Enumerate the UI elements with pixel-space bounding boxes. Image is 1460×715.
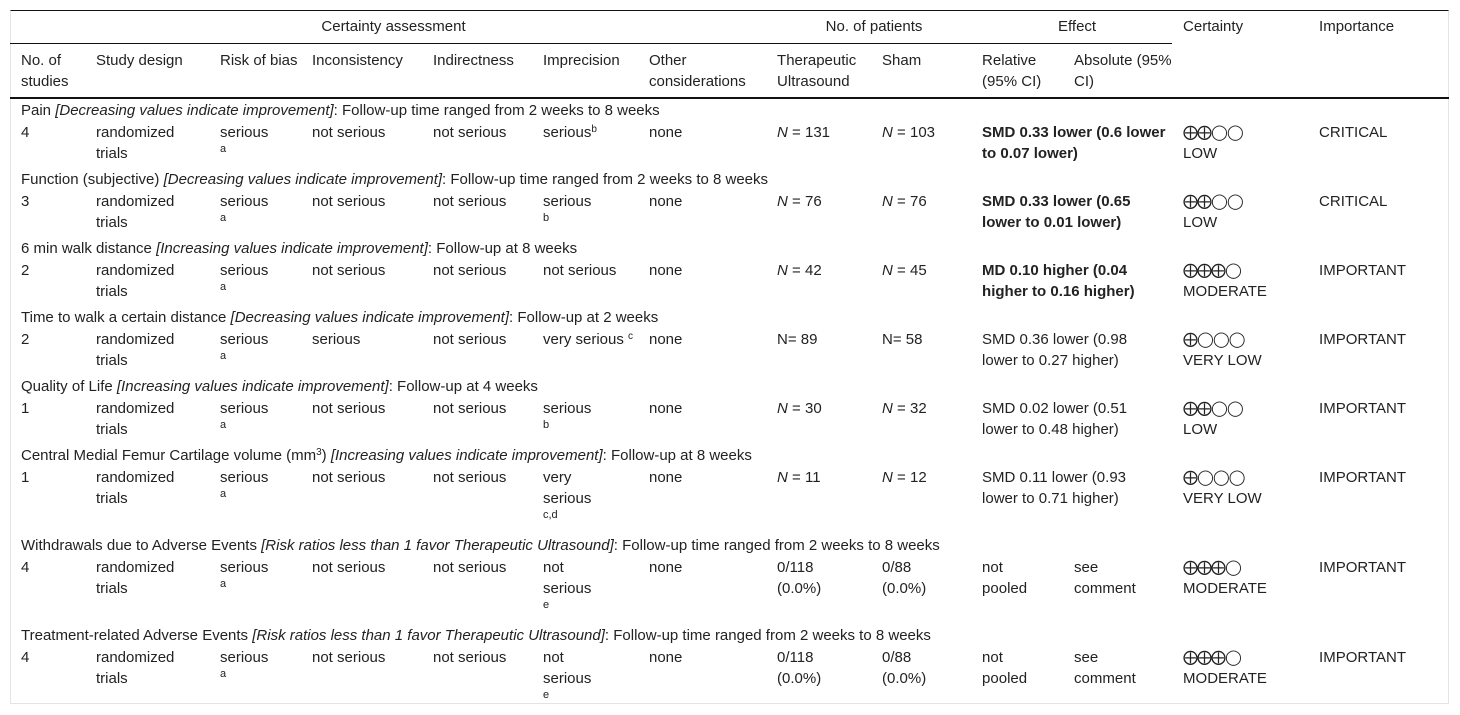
- imprecision: serious b: [543, 400, 592, 431]
- other-considerations: none: [649, 262, 683, 279]
- certainty-rating: ⨁⨁◯◯ LOW: [1183, 192, 1243, 231]
- certainty-rating: ⨁⨁⨁◯ MODERATE: [1183, 648, 1267, 687]
- other-considerations: none: [649, 331, 683, 348]
- importance-header: Importance: [1308, 10, 1449, 98]
- risk-of-bias: serious a: [220, 124, 269, 155]
- indirectness: not serious: [433, 262, 507, 279]
- risk-of-bias: serious a: [220, 193, 269, 224]
- outcome-title: Withdrawals due to Adverse Events: [21, 537, 257, 554]
- certainty-rating: ⨁⨁⨁◯ MODERATE: [1183, 558, 1267, 597]
- effect-estimate: SMD 0.11 lower (0.93 lower to 0.71 higher): [982, 469, 1126, 507]
- outcome-note: [Increasing values indicate improvement]: [116, 378, 389, 395]
- imprecision: very serious c,d: [543, 469, 592, 521]
- outcome-title-row: [10, 624, 1449, 647]
- outcome-title: Pain: [21, 102, 52, 119]
- therapeutic-ultrasound-count: N = 76: [777, 193, 822, 210]
- outcome-note: [Decreasing values indicate improvement]: [163, 171, 443, 188]
- other-considerations: none: [649, 400, 683, 417]
- risk-of-bias: serious a: [220, 400, 269, 431]
- indirectness: not serious: [433, 400, 507, 417]
- outcome-title-row: [10, 98, 1449, 122]
- indirectness-header: Indirectness: [422, 44, 532, 99]
- outcome-title: Central Medial Femur Cartilage volume $(mm^3)$: [21, 447, 327, 464]
- study-design-header: Study design: [85, 44, 209, 99]
- therapeutic-ultrasound-count: N = 30: [777, 400, 822, 417]
- inconsistency: not serious: [312, 469, 386, 486]
- outcome-title-row: [10, 375, 1449, 398]
- inconsistency: not serious: [312, 400, 386, 417]
- indirectness: not serious: [433, 124, 507, 141]
- certainty-rating: ⨁◯◯◯ VERY LOW: [1183, 468, 1262, 507]
- therapeutic-ultrasound-count: N= 89: [777, 331, 818, 348]
- importance: IMPORTANT: [1319, 649, 1406, 666]
- other-considerations-header: Other considerations: [638, 44, 766, 99]
- outcome-followup: : Follow-up time ranged from 2 weeks to 8 weeks: [333, 102, 660, 119]
- therapeutic-ultrasound-count: N = 131: [777, 124, 831, 141]
- other-considerations: none: [649, 124, 683, 141]
- table-row: [10, 467, 1449, 534]
- therapeutic-ultrasound-header: Therapeutic Ultrasound: [766, 44, 871, 99]
- no-of-patients-header: No. of patients: [766, 10, 971, 44]
- header-row-groups: [10, 10, 1449, 44]
- risk-of-bias: serious a: [220, 559, 269, 590]
- importance: CRITICAL: [1319, 124, 1388, 141]
- no-of-studies: 4: [21, 124, 30, 141]
- indirectness: not serious: [433, 331, 507, 348]
- sham-count: 0/88 (0.0%): [882, 649, 927, 687]
- importance: CRITICAL: [1319, 193, 1388, 210]
- grade-evidence-table: [10, 10, 1449, 711]
- study-design: randomized trials: [96, 649, 175, 687]
- imprecision: not serious e: [543, 649, 592, 701]
- outcome-note: [Decreasing values indicate improvement]: [230, 309, 510, 326]
- imprecision: serious$^b$: [543, 124, 597, 141]
- outcome-followup: : Follow-up at 2 weeks: [509, 309, 659, 326]
- indirectness: not serious: [433, 649, 507, 666]
- effect-estimate: SMD 0.33 lower (0.6 lower to 0.07 lower): [982, 124, 1166, 162]
- outcome-title: Treatment-related Adverse Events: [21, 627, 249, 644]
- inconsistency: not serious: [312, 559, 386, 576]
- inconsistency: not serious: [312, 262, 386, 279]
- certainty-rating: ⨁⨁⨁◯ MODERATE: [1183, 261, 1267, 300]
- outcome-followup: : Follow-up time ranged from 2 weeks to 8 weeks: [613, 537, 940, 554]
- therapeutic-ultrasound-count: N = 42: [777, 262, 822, 279]
- sham-count: N = 45: [882, 262, 927, 279]
- effect-estimate: SMD 0.02 lower (0.51 lower to 0.48 higher): [982, 400, 1128, 438]
- absolute-effect: see comment: [1074, 559, 1136, 597]
- study-design: randomized trials: [96, 559, 175, 597]
- table-row: [10, 557, 1449, 624]
- outcome-title-row: [10, 237, 1449, 260]
- inconsistency: serious: [312, 331, 361, 348]
- table-row: [10, 260, 1449, 306]
- outcome-note: [Risk ratios less than 1 favor Therapeutic Ultrasound]: [261, 537, 614, 554]
- sham-header: Sham: [871, 44, 971, 99]
- other-considerations: none: [649, 193, 683, 210]
- effect-estimate: SMD 0.36 lower (0.98 lower to 0.27 higher): [982, 331, 1128, 369]
- outcome-followup: : Follow-up time ranged from 2 weeks to 8 weeks: [442, 171, 769, 188]
- outcome-title-row: [10, 444, 1449, 467]
- outcome-followup: : Follow-up at 8 weeks: [602, 447, 752, 464]
- outcome-followup: : Follow-up at 8 weeks: [427, 240, 578, 257]
- inconsistency: not serious: [312, 193, 386, 210]
- sham-count: N = 12: [882, 469, 927, 486]
- absolute-header: Absolute (95% CI): [1063, 44, 1172, 99]
- risk-of-bias: serious a: [220, 649, 269, 680]
- no-of-studies: 4: [21, 559, 30, 576]
- study-design: randomized trials: [96, 400, 175, 438]
- no-of-studies-header: No. of studies: [10, 44, 85, 99]
- outcome-title: Quality of Life: [21, 378, 113, 395]
- table-row: [10, 647, 1449, 711]
- certainty-rating: ⨁◯◯◯ VERY LOW: [1183, 330, 1262, 369]
- outcome-title: Function (subjective): [21, 171, 160, 188]
- no-of-studies: 3: [21, 193, 30, 210]
- relative-effect: not pooled: [982, 559, 1028, 597]
- inconsistency: not serious: [312, 649, 386, 666]
- sham-count: N= 58: [882, 331, 923, 348]
- no-of-studies: 1: [21, 400, 30, 417]
- outcome-title: Time to walk a certain distance: [21, 309, 227, 326]
- inconsistency-header: Inconsistency: [301, 44, 422, 99]
- risk-of-bias: serious a: [220, 262, 269, 293]
- no-of-studies: 4: [21, 649, 30, 666]
- absolute-effect: see comment: [1074, 649, 1136, 687]
- sham-count: N = 32: [882, 400, 927, 417]
- imprecision: serious b: [543, 193, 592, 224]
- certainty-rating: ⨁⨁◯◯ LOW: [1183, 399, 1243, 438]
- certainty-assessment-header: Certainty assessment: [10, 10, 766, 44]
- imprecision: not serious e: [543, 559, 592, 611]
- outcome-followup: : Follow-up time ranged from 2 weeks to 8 weeks: [604, 627, 931, 644]
- outcome-followup: : Follow-up at 4 weeks: [388, 378, 538, 395]
- study-design: randomized trials: [96, 469, 175, 507]
- therapeutic-ultrasound-count: 0/118 (0.0%): [777, 649, 822, 687]
- outcome-title: 6 min walk distance: [21, 240, 152, 257]
- importance: IMPORTANT: [1319, 469, 1406, 486]
- importance: IMPORTANT: [1319, 400, 1406, 417]
- outcome-title-row: [10, 306, 1449, 329]
- study-design: randomized trials: [96, 262, 175, 300]
- other-considerations: none: [649, 559, 683, 576]
- table-row: [10, 191, 1449, 237]
- table-row: [10, 122, 1449, 168]
- effect-estimate: MD 0.10 higher (0.04 higher to 0.16 higher): [982, 262, 1135, 300]
- study-design: randomized trials: [96, 124, 175, 162]
- certainty-header: Certainty: [1172, 10, 1308, 98]
- imprecision-header: Imprecision: [532, 44, 638, 99]
- table-row: [10, 329, 1449, 375]
- sham-count: 0/88 (0.0%): [882, 559, 927, 597]
- importance: IMPORTANT: [1319, 331, 1406, 348]
- therapeutic-ultrasound-count: N = 11: [777, 469, 821, 486]
- outcome-note: [Decreasing values indicate improvement]: [55, 102, 334, 119]
- study-design: randomized trials: [96, 331, 175, 369]
- outcome-title-row: [10, 168, 1449, 191]
- therapeutic-ultrasound-count: 0/118 (0.0%): [777, 559, 822, 597]
- sham-count: N = 76: [882, 193, 927, 210]
- indirectness: not serious: [433, 559, 507, 576]
- no-of-studies: 1: [21, 469, 30, 486]
- imprecision: not serious: [543, 262, 617, 279]
- table-row: [10, 398, 1449, 444]
- study-design: randomized trials: [96, 193, 175, 231]
- other-considerations: none: [649, 469, 683, 486]
- effect-estimate: SMD 0.33 lower (0.65 lower to 0.01 lower): [982, 193, 1131, 231]
- risk-of-bias: serious a: [220, 331, 269, 362]
- risk-of-bias-header: Risk of bias: [209, 44, 301, 99]
- relative-header: Relative (95% CI): [971, 44, 1063, 99]
- importance: IMPORTANT: [1319, 262, 1406, 279]
- inconsistency: not serious: [312, 124, 386, 141]
- no-of-studies: 2: [21, 331, 30, 348]
- indirectness: not serious: [433, 469, 507, 486]
- certainty-rating: ⨁⨁◯◯ LOW: [1183, 123, 1243, 162]
- importance: IMPORTANT: [1319, 559, 1406, 576]
- outcome-note: [Risk ratios less than 1 favor Therapeutic Ultrasound]: [252, 627, 605, 644]
- sham-count: N = 103: [882, 124, 936, 141]
- relative-effect: not pooled: [982, 649, 1028, 687]
- effect-header: Effect: [971, 10, 1172, 44]
- no-of-studies: 2: [21, 262, 30, 279]
- indirectness: not serious: [433, 193, 507, 210]
- other-considerations: none: [649, 649, 683, 666]
- imprecision: very serious $^c$: [543, 331, 634, 348]
- outcome-note: [Increasing values indicate improvement]: [330, 447, 603, 464]
- outcome-title-row: [10, 534, 1449, 557]
- outcome-note: [Increasing values indicate improvement]: [156, 240, 428, 257]
- risk-of-bias: serious a: [220, 469, 269, 500]
